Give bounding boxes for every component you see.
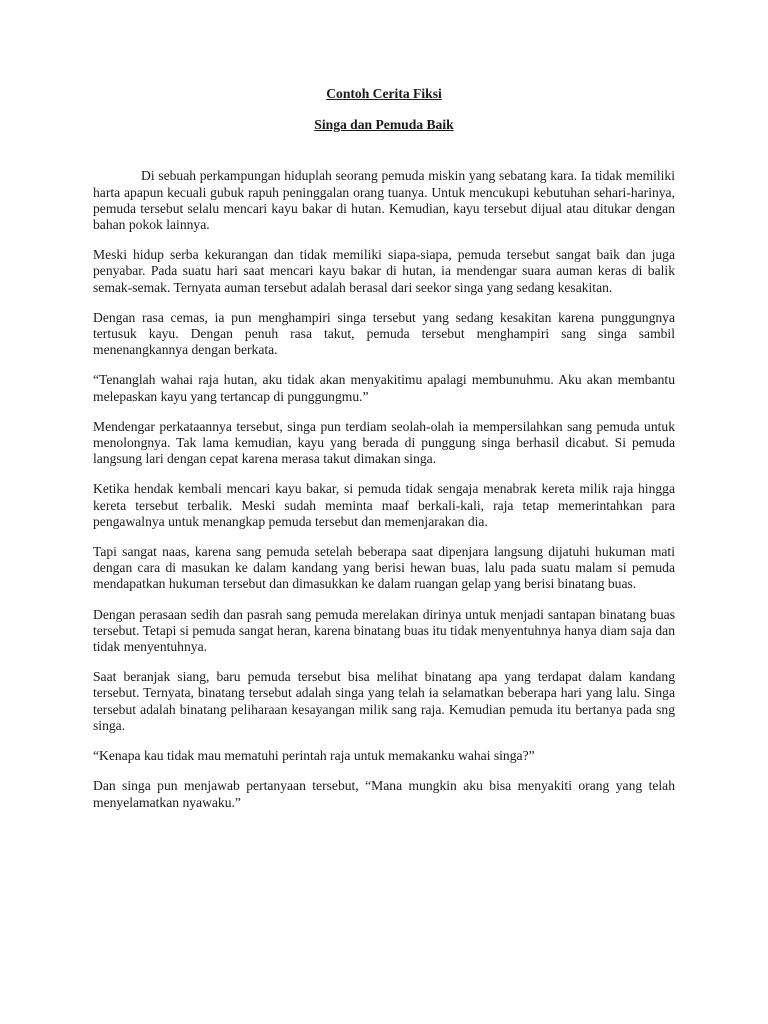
paragraph-6: Ketika hendak kembali mencari kayu bakar, si pemuda tidak sengaja menabrak kereta milik raja hingga kereta tersebut terbalik. Meski sudah meminta maaf berkali-kali, raja tetap memerintahkan para pengawalnya untuk menangkap pemuda tersebut dan memenjarakan dia. <box>93 481 675 529</box>
paragraph-9: Saat beranjak siang, baru pemuda tersebut bisa melihat binatang apa yang terdapat dalam kandang tersebut. Ternyata, binatang tersebut adalah singa yang telah ia selamatkan beberapa hari yang lalu. Singa tersebut adalah binatang peliharaan kesayangan milik sang raja. Kemudian pemuda itu bertanya pada sng singa. <box>93 669 675 733</box>
paragraph-3: Dengan rasa cemas, ia pun menghampiri singa tersebut yang sedang kesakitan karena punggungnya tertusuk kayu. Dengan penuh rasa takut, pemuda tersebut menghampiri sang singa sambil menenangkannya dengan berkata. <box>93 309 675 358</box>
paragraph-8: Dengan perasaan sedih dan pasrah sang pemuda merelakan dirinya untuk menjadi santapan binatang buas tersebut. Tetapi si pemuda sangat heran, karena binatang buas itu tidak menyentuhnya hanya diam saja dan tidak menyentuhnya. <box>93 606 675 655</box>
paragraph-5: Mendengar perkataannya tersebut, singa pun terdiam seolah-olah ia mempersilahkan sang pemuda untuk menolongnya. Tak lama kemudian, kayu yang berada di punggung singa berhasil dicabut. Si pemuda langsung lari dengan cepat karena merasa takut dimakan singa. <box>93 418 675 467</box>
paragraph-11: Dan singa pun menjawab pertanyaan tersebut, “Mana mungkin aku bisa menyakiti orang yang telah menyelamatkan nyawaku.” <box>93 778 675 810</box>
paragraph-1: Di sebuah perkampungan hiduplah seorang pemuda miskin yang sebatang kara. Ia tidak memiliki harta apapun kecuali gubuk rapuh peninggalan orang tuanya. Untuk mencukupi kebutuhan sehari-harinya, pemuda tersebut selalu mencari kayu bakar di hutan. Kemudian, kayu tersebut dijual atau ditukar dengan bahan pokok lainnya. <box>93 168 675 233</box>
story-title: Singa dan Pemuda Baik <box>314 117 454 133</box>
document-title: Contoh Cerita Fiksi <box>326 86 442 101</box>
document-body <box>93 86 675 825</box>
paragraph-2: Meski hidup serba kekurangan dan tidak memiliki siapa-siapa, pemuda tersebut sangat baik dan juga penyabar. Pada suatu hari saat mencari kayu bakar di hutan, ia mendengar suara auman keras di balik semak-semak. Ternyata auman tersebut adalah berasal dari seekor singa yang sedang kesakitan. <box>93 247 675 295</box>
paragraph-4-quote: “Tenanglah wahai raja hutan, aku tidak akan menyakitimu apalagi membunuhmu. Aku akan membantu melepaskan kayu yang tertancap di punggungmu.” <box>93 372 675 404</box>
paragraph-7: Tapi sangat naas, karena sang pemuda setelah beberapa saat dipenjara langsung dijatuhi hukuman mati dengan cara di masukan ke dalam kandang yang berisi hewan buas, lalu pada suatu malam si pemuda mendapatkan hukuman tersebut dan dimasukkan ke dalam ruangan gelap yang berisi binatang buas. <box>93 544 675 592</box>
paragraph-10-quote: “Kenapa kau tidak mau mematuhi perintah raja untuk memakanku wahai singa?” <box>93 748 535 764</box>
